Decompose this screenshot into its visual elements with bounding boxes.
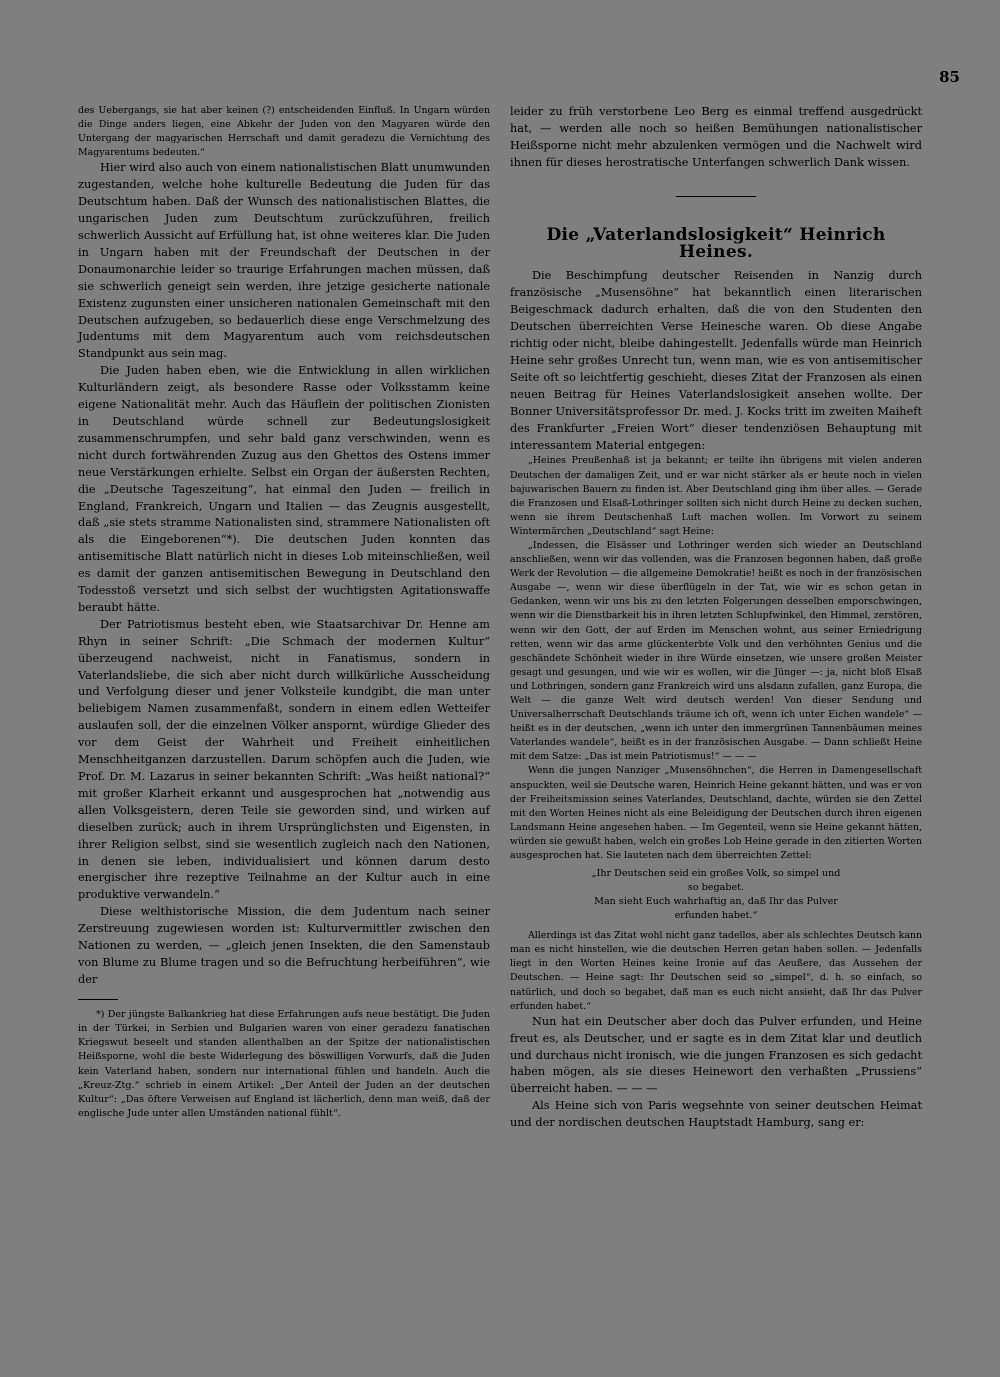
right-paragraph-continuation: leider zu früh verstorbene Leo Berg es einmal treffend ausgedrückt hat, — werden alle noch so heißen Bemühungen nationalistischer Heißsporne nicht mehr abzulenken vermögen und die Nachwelt wird ihnen für dieses herostratische Unterfangen schwerlich Dank wissen.	[510, 105, 922, 169]
left-column	[78, 104, 490, 1121]
verse-line-3: Man sieht Euch wahrhaftig an, daß Ihr das Pulver	[594, 896, 838, 908]
footnote-rule	[78, 999, 118, 1000]
left-paragraph-2: Die Juden haben eben, wie die Entwicklung in allen wirklichen Kulturländern zeigt, als besondere Rasse oder Volksstamm keine eigene Nationalität mehr. Auch das Häuflein der politischen Zionisten in Deutschland würde schnell zur Bedeutungslosigkeit zusammenschrumpfen, und sehr bald ganz verschwinden, wenn es nicht durch fortwährenden Zuzug aus den Ghettos des Ostens immer neue Verstärkungen erhielte. Selbst ein Organ der äußersten Rechten, die „Deutsche Tageszeitung“, hat einmal den Juden — freilich in England, Frankreich, Ungarn und Italien — das Zeugnis ausgestellt, daß „sie stets stramme Nationalisten sind, strammere Nationalisten oft als die Eingeborenen“*). Die deutschen Juden konnten das antisemitische Blatt natürlich nicht in dieses Lob miteinschließen, weil es damit der ganzen antisemitischen Bewegung in Deutschland den Todesstoß versetzt und sich selbst der wuchtigsten Agitationswaffe beraubt hätte.	[78, 364, 490, 614]
section-divider	[676, 196, 756, 197]
right-paragraph-1: Die Beschimpfung deutscher Reisenden in Nanzig durch französische „Musensöhne“ hat bekanntlich einen literarischen Beigeschmack dadurch erhalten, daß die von den Studenten den Deutschen überreichten Verse Heinesche waren. Ob diese Angabe richtig oder nicht, bleibe dahingestellt. Jedenfalls würde man Heinrich Heine sehr großes Unrecht tun, wenn man, wie es von antisemitischer Seite oft so leichtfertig geschieht, dieses Zitat der Franzosen als einen neuen Beitrag für Heines Vaterlandslosigkeit ansehen wollte. Der Bonner Universitätsprofessor Dr. med. J. Kocks tritt im zweiten Maiheft des Frankfurter „Freien Wort“ dieser tendenziösen Behauptung mit interessantem Material entgegen:	[510, 269, 922, 452]
quote-3: Wenn die jungen Nanziger „Musensöhnchen“, die Herren in Damengesellschaft anspuckten, weil sie Deutsche waren, Heinrich Heine gekannt hätten, und was er von der Freiheitsmission seines Vaterlandes, Deutschland, dachte, würden sie den Zettel mit den Worten Heines nicht als eine Beleidigung der Deutschen durch ihren eigenen Landsmann Heine angesehen haben. — Im Gegenteil, wenn sie Heine gekannt hätten, würden sie gewußt haben, welch ein großes Lob Heine gerade in den zitierten Worten ausgesprochen hat. Sie lauteten nach dem überreichten Zettel:	[510, 765, 922, 862]
verse-line-1: „Ihr Deutschen seid ein großes Volk, so simpel und	[591, 868, 841, 880]
quote-4: Allerdings ist das Zitat wohl nicht ganz tadellos, aber als schlechtes Deutsch kann man es nicht hinstellen, wie die deutschen Herren getan haben sollen. — Jedenfalls liegt in den Worten Heines keine Ironie auf das Aeußere, das Aussehen der Deutschen. — Heine sagt: Ihr Deutschen seid so „simpel“, d. h. so einfach, so natürlich, und doch so begabet, daß man es euch nicht ansieht, daß Ihr das Pulver erfunden habet.“	[510, 930, 922, 1012]
quote-2: „Indessen, die Elsässer und Lothringer werden sich wieder an Deutschland anschließen, wenn wir das vollenden, was die Franzosen begonnen haben, daß große Werk der Revolution — die allgemeine Demokratie! heißt es noch in der französischen Ausgabe —, wenn wir diese überflügeln in der Tat, wie wir es schon getan in Gedanken, wenn wir uns bis zu den letzten Folgerungen desselben emporschwingen, wenn wir die Dienstbarkeit bis in ihren letzten Schlupfwinkel, den Himmel, zerstören, wenn wir den Gott, der auf Erden im Menschen wohnt, aus seiner Erniedrigung retten, wenn wir das arme glückenterbte Volk und den verhöhnten Genius und die geschändete Schönheit wieder in ihre Würde einsetzen, wie unsere großen Meister gesagt und gesungen, und wie wir es wollen, wir die Jünger —: ja, nicht bloß Elsaß und Lothringen, sondern ganz Frankreich wird uns alsdann zufallen, ganz Europa, die Welt — die ganze Welt wird deutsch werden! Von dieser Sendung und Universalherrschaft Deutschlands träume ich oft, wenn ich unter Eichen wandele“ — heißt es in der deutschen, „wenn ich unter den immergrünen Tannenbäumen meines Vaterlandes wandele“, heißt es in der französischen Ausgabe. — Dann schließt Heine mit dem Satze: „Das ist mein Patriotismus!“ — — —	[510, 539, 922, 763]
quote-continuation	[78, 104, 490, 160]
right-paragraph-2: Nun hat ein Deutscher aber doch das Pulver erfunden, und Heine freut es, als Deutscher, und er sagte es in dem Zitat klar und deutlich und durchaus nicht ironisch, wie die jungen Franzosen es sich gedacht haben mögen, als sie dieses Heinewort den verhaßten „Prussiens“ überreicht haben. — — —	[510, 1014, 922, 1096]
page-number: 85	[939, 68, 960, 86]
quote-1: „Heines Preußenhaß ist ja bekannt; er teilte ihn übrigens mit vielen anderen Deutschen der damaligen Zeit, und er war nicht stärker als er heute noch in vielen bajuwarischen Bauern zu finden ist. Aber Deutschland ging ihm über alles. — Gerade die Franzosen und Elsaß-Lothringer sollten sich nicht durch Heine zu decken suchen, wenn sie ihrem Deutschenhaß Luft machen wollen. Im Vorwort zu seinem Wintermärchen „Deutschland“ sagt Heine:	[510, 455, 922, 537]
right-paragraph-3: Als Heine sich von Paris wegsehnte von seiner deutschen Heimat und der nordischen deutschen Hauptstadt Hamburg, sang er:	[510, 1099, 922, 1130]
footnote-text: *) Der jüngste Balkankrieg hat diese Erfahrungen aufs neue bestätigt. Die Juden in der Türkei, in Serbien und Bulgarien waren von einer geradezu fanatischen Kriegswut beseelt und standen allenthalben an der Spitze der nationalistischen Heißsporne, wohl die beste Widerlegung des böswilligen Vorwurfs, daß die Juden kein Vaterland haben, sondern nur international fühlen und handeln. Auch die „Kreuz-Ztg.“ schrieb in einem Artikel: „Der Anteil der Juden an der deutschen Kultur“: „Das öftere Verweisen auf England ist lächerlich, denn man weiß, daß der englische Jude unter allen Umständen national fühlt“.	[78, 1008, 490, 1120]
left-paragraph-1: Hier wird also auch von einem nationalistischen Blatt unumwunden zugestanden, welche hohe kulturelle Bedeutung die Juden für das Deutschtum haben. Daß der Wunsch des nationalistischen Blattes, die ungarischen Juden zum Deutschtum zurückzuführen, freilich schwerlich Aussicht auf Erfüllung hat, ist ohne weiteres klar. Die Juden in Ungarn haben mit der Freundschaft der Deutschen in der Donaumonarchie leider so traurige Erfahrungen machen müssen, daß sie schwerlich geneigt sein werden, ihre jetzige gesicherte nationale Existenz zugunsten einer unsicheren nationalen Gemeinschaft mit den Deutschen aufzugeben, so bedauerlich diese enge Verschmelzung des Judentums mit dem Magyarentum auch vom reichsdeutschen Standpunkt aus sein mag.	[78, 161, 490, 361]
footnote	[78, 1008, 490, 1122]
verse-line-2: so begabet.	[687, 882, 745, 894]
left-paragraph-3: Der Patriotismus besteht eben, wie Staatsarchivar Dr. Henne am Rhyn in seiner Schrift: „Die Schmach der modernen Kultur“ überzeugend nachweist, nicht in Fanatismus, sondern in Vaterlandsliebe, die sich aber nicht durch willkürliche Ausscheidung und Verfolgung dieser und jener Volksteile kundgibt, die man unter beliebigem Namen zusammenfaßt, sondern in einem edlen Wetteifer auslaufen soll, der die einzelnen Völker anspornt, würdige Glieder des vor dem Geist der Wahrheit und Freiheit einheitlichen Menschheitganzen darzustellen. Darum schöpfen auch die Juden, wie Prof. Dr. M. Lazarus in seiner bekannten Schrift: „Was heißt national?“ mit großer Klarheit erkannt und ausgesprochen hat „notwendig aus allen Volksgeistern, deren Teile sie geworden sind, und wirken auf dieselben zurück; auch in ihrem Ursprünglichsten und Eigensten, in ihrer Religion selbst, sind sie wesentlich zugleich nach den Nationen, in denen sie leben, individualisiert und können darum desto energischer ihre rezeptive Teilnahme an der Kultur auch in eine produktive verwandeln.“	[78, 617, 490, 902]
left-paragraph-4: Diese welthistorische Mission, die dem Judentum nach seiner Zerstreuung zugewiesen worden ist: Kulturvermittler zwischen den Nationen zu werden, — „gleich jenen Insekten, die den Samenstaub von Blume zu Blume tragen und so die Befruchtung herbeiführen“, wie der	[78, 905, 490, 986]
verse	[510, 867, 922, 923]
verse-line-4: erfunden habet.“	[674, 910, 758, 922]
quote-continuation-text: des Uebergangs, sie hat aber keinen (?) entscheidenden Einfluß. In Ungarn würden die Dinge anders liegen, eine Abkehr der Juden von den Magyaren würde den Untergang der magyarischen Herrschaft und damit geradezu die Vernichtung des Magyarentums bedeuten.“	[78, 105, 490, 159]
quote-block	[510, 454, 922, 1013]
article-heading: Die „Vaterlandslosigkeit“ Heinrich Heines.	[546, 224, 886, 262]
right-column	[510, 104, 922, 1132]
